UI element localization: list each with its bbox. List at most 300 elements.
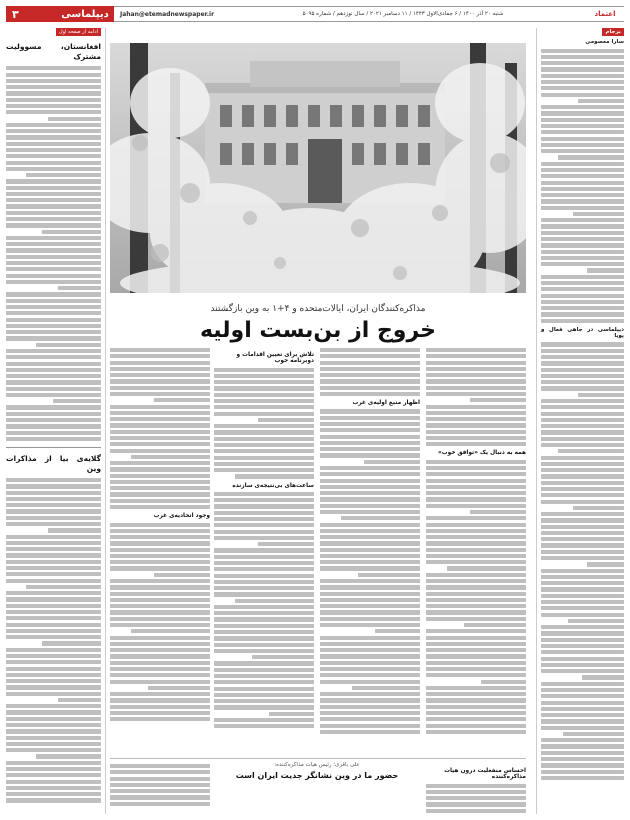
text-line	[6, 129, 101, 133]
text-line	[6, 535, 101, 539]
text-line	[6, 198, 101, 202]
text-line	[6, 648, 101, 652]
text-line	[58, 286, 101, 290]
text-line	[541, 776, 624, 780]
text-line	[6, 412, 101, 416]
text-line	[320, 541, 420, 545]
article-text-lines	[214, 492, 314, 729]
text-line	[214, 456, 314, 460]
text-line	[320, 610, 420, 614]
text-line	[320, 548, 420, 552]
text-line	[42, 641, 101, 645]
text-line	[541, 644, 624, 648]
text-line	[541, 550, 624, 554]
text-line	[426, 460, 526, 464]
text-line	[6, 616, 101, 620]
text-line	[541, 537, 624, 541]
text-line	[426, 673, 526, 677]
text-line	[320, 373, 420, 377]
text-line	[6, 217, 101, 221]
section-email[interactable]: Jahan@etemadnewspaper.ir	[120, 10, 215, 18]
text-line	[447, 566, 526, 570]
text-line	[541, 187, 624, 191]
text-line	[541, 468, 624, 472]
text-line	[426, 379, 526, 383]
article-subhead: احساس منفعلیت درون هیات مذاکره‌کننده	[444, 768, 526, 781]
text-line	[541, 61, 624, 65]
text-line	[320, 698, 420, 702]
text-line	[541, 487, 624, 491]
text-line	[110, 535, 210, 539]
text-line	[110, 523, 210, 527]
article-subhead: ساعت‌های بی‌نتیجه‌ی سازنده	[232, 482, 314, 489]
text-line	[110, 642, 210, 646]
text-line	[6, 692, 101, 696]
text-line	[320, 673, 420, 677]
text-line	[6, 629, 101, 633]
text-line	[6, 418, 101, 422]
text-line	[541, 606, 624, 610]
text-line	[541, 726, 624, 730]
text-line	[541, 237, 624, 241]
text-line	[110, 673, 210, 677]
text-line	[541, 493, 624, 497]
text-line	[320, 654, 420, 658]
text-line	[6, 509, 101, 513]
text-line	[214, 399, 314, 403]
text-line	[214, 611, 314, 615]
text-line	[426, 573, 526, 577]
text-line	[214, 468, 314, 472]
text-line	[320, 479, 420, 483]
text-line	[6, 597, 101, 601]
bottom-column-2	[110, 764, 210, 816]
text-line	[214, 555, 314, 559]
text-line	[541, 74, 624, 78]
text-line	[320, 592, 420, 596]
text-line	[426, 392, 526, 396]
text-line	[110, 461, 210, 465]
text-line	[6, 311, 101, 315]
text-line	[110, 492, 210, 496]
article-text-lines	[320, 409, 420, 734]
text-line	[558, 155, 624, 159]
text-line	[541, 569, 624, 573]
text-line	[320, 636, 420, 640]
headline-kicker: مذاکره‌کنندگان ایران، ایالات‌متحده و ۴+۱ به وین بازگشتند	[210, 304, 426, 314]
text-line	[110, 467, 210, 471]
text-line	[426, 724, 526, 728]
text-line	[110, 636, 210, 640]
text-line	[541, 418, 624, 422]
text-line	[541, 262, 624, 266]
text-line	[110, 579, 210, 583]
text-line	[214, 492, 314, 496]
text-line	[541, 168, 624, 172]
text-line	[6, 393, 101, 397]
text-line	[252, 655, 314, 659]
text-line	[541, 105, 624, 109]
text-line	[320, 409, 420, 413]
text-line	[320, 617, 420, 621]
text-line	[6, 786, 101, 790]
text-line	[426, 411, 526, 415]
text-line	[214, 386, 314, 390]
text-line	[36, 343, 101, 347]
text-line	[48, 117, 101, 121]
text-line	[541, 405, 624, 409]
text-line	[426, 730, 526, 734]
text-line	[110, 711, 210, 715]
text-line	[426, 516, 526, 520]
text-line	[6, 761, 101, 765]
page-header	[6, 6, 624, 22]
text-line	[214, 643, 314, 647]
text-line	[6, 660, 101, 664]
text-line	[541, 111, 624, 115]
text-line	[58, 698, 101, 702]
text-line	[6, 572, 101, 576]
text-line	[6, 223, 101, 227]
article-subhead: تلاش برای تعیین اقدامات و دوبرنامه خوب	[236, 352, 314, 365]
text-line	[426, 541, 526, 545]
text-line	[110, 654, 210, 658]
text-line	[426, 348, 526, 352]
text-line	[541, 294, 624, 298]
text-line	[6, 553, 101, 557]
text-line	[320, 428, 420, 432]
text-line	[110, 486, 210, 490]
text-line	[214, 511, 314, 515]
bottom-article-headline: حضور ما در وین نشانگر جدیت ایران است	[235, 771, 399, 780]
text-line	[426, 667, 526, 671]
text-line	[541, 657, 624, 661]
text-line	[110, 667, 210, 671]
text-line	[6, 610, 101, 614]
text-line	[541, 243, 624, 247]
text-line	[6, 736, 101, 740]
text-line	[6, 503, 101, 507]
text-line	[541, 631, 624, 635]
text-line	[6, 516, 101, 520]
text-line	[426, 504, 526, 508]
text-line	[320, 730, 420, 734]
text-line	[6, 242, 101, 246]
text-line	[320, 642, 420, 646]
article-text-lines	[110, 348, 210, 509]
text-line	[6, 566, 101, 570]
text-line	[426, 367, 526, 371]
text-line	[154, 398, 210, 402]
text-line	[541, 174, 624, 178]
text-line	[214, 536, 314, 540]
text-line	[36, 754, 101, 758]
text-line	[110, 386, 210, 390]
header-info-bar	[114, 6, 624, 22]
text-line	[6, 318, 101, 322]
text-line	[541, 682, 624, 686]
article-subhead: وجود اتحادیه‌ی غرب	[153, 513, 210, 520]
text-line	[541, 456, 624, 460]
text-line	[320, 447, 420, 451]
text-line	[214, 580, 314, 584]
text-line	[6, 261, 101, 265]
text-line	[426, 554, 526, 558]
text-line	[6, 792, 101, 796]
text-line	[6, 280, 101, 284]
text-line	[6, 330, 101, 334]
text-line	[6, 405, 101, 409]
text-line	[214, 368, 314, 372]
text-line	[6, 73, 101, 77]
text-line	[541, 757, 624, 761]
text-line	[214, 617, 314, 621]
text-line	[6, 685, 101, 689]
text-line	[320, 466, 420, 470]
text-line	[426, 523, 526, 527]
continued-tag: ادامه از صفحه اول	[56, 28, 101, 36]
text-line	[481, 680, 526, 684]
text-line	[6, 179, 101, 183]
text-line	[6, 98, 101, 102]
text-line	[6, 748, 101, 752]
text-line	[235, 474, 314, 478]
text-line	[6, 654, 101, 658]
text-line	[426, 472, 526, 476]
text-line	[541, 49, 624, 53]
text-line	[6, 497, 101, 501]
text-line	[541, 462, 624, 466]
palace-snow-photo	[110, 43, 526, 293]
text-line	[464, 623, 526, 627]
article-text-lines	[6, 478, 101, 803]
text-line	[541, 518, 624, 522]
text-line	[6, 704, 101, 708]
text-line	[541, 312, 624, 316]
text-line	[541, 694, 624, 698]
right-column-article	[536, 28, 624, 814]
text-line	[541, 424, 624, 428]
text-line	[6, 491, 101, 495]
text-line	[110, 417, 210, 421]
text-line	[6, 717, 101, 721]
text-line	[42, 230, 101, 234]
text-line	[587, 268, 624, 272]
text-line	[214, 517, 314, 521]
text-line	[269, 712, 314, 716]
text-line	[320, 648, 420, 652]
text-line	[426, 802, 526, 806]
text-line	[110, 598, 210, 602]
text-line	[6, 710, 101, 714]
text-line	[541, 386, 624, 390]
text-line	[426, 560, 526, 564]
section-label: دیپلماسی	[56, 6, 114, 22]
text-line	[6, 437, 101, 441]
divider	[110, 758, 526, 759]
text-line	[541, 206, 624, 210]
text-line	[6, 673, 101, 677]
text-line	[341, 516, 420, 520]
body-column-4	[110, 348, 210, 758]
text-line	[214, 592, 314, 596]
text-line	[6, 123, 101, 127]
text-line	[214, 674, 314, 678]
text-line	[541, 361, 624, 365]
text-line	[541, 525, 624, 529]
text-line	[110, 554, 210, 558]
text-line	[320, 523, 420, 527]
text-line	[214, 462, 314, 466]
text-line	[6, 299, 101, 303]
text-line	[320, 623, 420, 627]
text-line	[214, 699, 314, 703]
text-line	[541, 594, 624, 598]
text-line	[6, 211, 101, 215]
page-number: ۳	[6, 6, 56, 22]
text-line	[320, 579, 420, 583]
text-line	[541, 218, 624, 222]
text-line	[6, 349, 101, 353]
text-line	[48, 528, 101, 532]
text-line	[6, 79, 101, 83]
text-line	[6, 541, 101, 545]
text-line	[541, 669, 624, 673]
text-line	[110, 505, 210, 509]
text-line	[110, 764, 210, 768]
article-text-lines	[320, 348, 420, 396]
text-line	[541, 55, 624, 59]
text-line	[6, 591, 101, 595]
text-line	[6, 355, 101, 359]
text-line	[320, 692, 420, 696]
article-text-lines	[110, 523, 210, 722]
text-line	[426, 405, 526, 409]
text-line	[541, 137, 624, 141]
text-line	[6, 604, 101, 608]
text-line	[426, 497, 526, 501]
text-line	[320, 416, 420, 420]
text-line	[426, 636, 526, 640]
text-line	[320, 422, 420, 426]
text-line	[426, 579, 526, 583]
text-line	[541, 199, 624, 203]
text-line	[6, 773, 101, 777]
text-line	[110, 367, 210, 371]
text-line	[110, 802, 210, 806]
text-line	[214, 693, 314, 697]
text-line	[541, 399, 624, 403]
text-line	[541, 650, 624, 654]
text-line	[214, 523, 314, 527]
text-line	[320, 554, 420, 558]
text-line	[541, 474, 624, 478]
text-line	[110, 789, 210, 793]
text-line	[110, 592, 210, 596]
text-line	[426, 617, 526, 621]
text-line	[541, 531, 624, 535]
text-line	[426, 698, 526, 702]
text-line	[6, 729, 101, 733]
text-line	[6, 305, 101, 309]
text-line	[214, 530, 314, 534]
text-line	[426, 717, 526, 721]
text-line	[587, 562, 624, 566]
text-line	[541, 751, 624, 755]
text-line	[426, 479, 526, 483]
text-line	[6, 336, 101, 340]
text-line	[6, 380, 101, 384]
text-line	[426, 686, 526, 690]
text-line	[426, 705, 526, 709]
text-line	[110, 661, 210, 665]
body-column-2	[320, 348, 420, 758]
text-line	[6, 274, 101, 278]
text-line	[358, 573, 420, 577]
text-line	[6, 667, 101, 671]
text-line	[6, 91, 101, 95]
text-line	[541, 306, 624, 310]
text-line	[426, 654, 526, 658]
text-line	[352, 686, 420, 690]
author-name: سارا معصومی	[585, 39, 624, 46]
text-line	[6, 142, 101, 146]
body-column-3	[214, 348, 314, 758]
text-line	[426, 711, 526, 715]
text-line	[320, 472, 420, 476]
text-line	[541, 625, 624, 629]
text-line	[110, 405, 210, 409]
text-line	[6, 780, 101, 784]
text-line	[541, 587, 624, 591]
text-line	[110, 698, 210, 702]
text-line	[426, 535, 526, 539]
text-line	[426, 642, 526, 646]
text-line	[214, 630, 314, 634]
article-text-lines	[426, 348, 526, 446]
text-line	[6, 161, 101, 165]
text-line	[573, 212, 624, 216]
text-line	[375, 629, 420, 633]
text-line	[6, 767, 101, 771]
text-line	[110, 361, 210, 365]
text-line	[6, 167, 101, 171]
text-line	[426, 629, 526, 633]
text-line	[214, 636, 314, 640]
text-line	[426, 648, 526, 652]
text-line	[426, 423, 526, 427]
text-line	[214, 574, 314, 578]
text-line	[563, 732, 624, 736]
body-column-1	[426, 348, 526, 758]
article-text-lines	[110, 764, 210, 806]
text-line	[426, 610, 526, 614]
text-line	[110, 705, 210, 709]
text-line	[320, 379, 420, 383]
text-line	[110, 692, 210, 696]
text-line	[541, 374, 624, 378]
text-line	[214, 424, 314, 428]
text-line	[6, 579, 101, 583]
text-line	[541, 162, 624, 166]
text-line	[426, 442, 526, 446]
article-text-lines	[541, 342, 624, 780]
text-line	[214, 380, 314, 384]
divider	[6, 447, 101, 448]
text-line	[541, 349, 624, 353]
text-line	[541, 368, 624, 372]
text-line	[320, 560, 420, 564]
